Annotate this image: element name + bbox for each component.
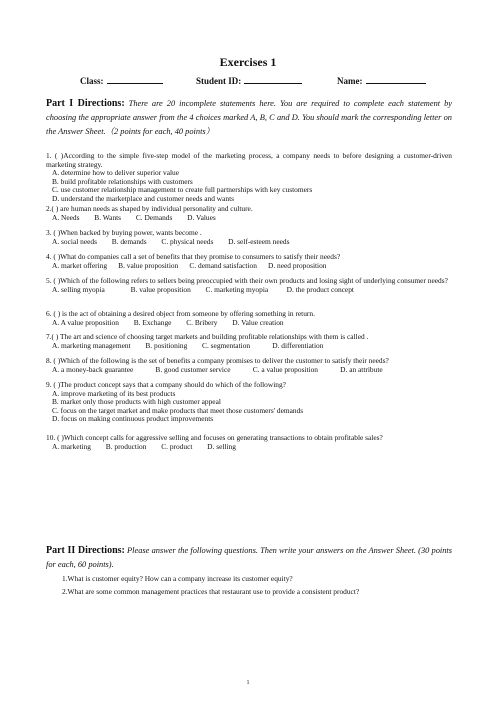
question-options-row: A. A value proposition B. Exchange C. Bribery D. Value creation bbox=[52, 317, 284, 327]
question-stem: 3. ( )When backed by buying power, wants become . bbox=[46, 228, 202, 237]
question-option: D. focus on making continuous product improvements bbox=[52, 414, 214, 424]
question-option: A. improve marketing of its best products bbox=[52, 388, 176, 398]
question-7 bbox=[46, 333, 452, 350]
question-2 bbox=[46, 205, 452, 222]
student-id-field bbox=[196, 74, 302, 86]
question-8 bbox=[46, 357, 452, 374]
question-stem: 7.( ) The art and science of choosing target markets and building profitable relationships with them is called . bbox=[46, 332, 369, 341]
part1-directions bbox=[46, 97, 452, 139]
question-6 bbox=[46, 310, 452, 327]
question-10 bbox=[46, 434, 452, 451]
name-blank bbox=[366, 74, 426, 84]
part1-label: Part I Directions: bbox=[46, 98, 125, 109]
question-options-row: A. selling myopia B. value proposition C. marketing myopia D. the product concept bbox=[52, 284, 354, 294]
part2-text: Please answer the following questions. Then write your answers on the Answer Sheet. (30 points for each, 60 points). bbox=[46, 546, 452, 569]
question-option: C. focus on the target market and make products that meet those customers' demands bbox=[52, 405, 304, 415]
question-stem: 10. ( )Which concept calls for aggressive selling and focuses on generating transactions to obtain profitable sales? bbox=[46, 433, 383, 442]
student-id-blank bbox=[244, 74, 302, 84]
essay-question-1: 1.What is customer equity? How can a company increase its customer equity? bbox=[62, 574, 293, 583]
student-id-label: Student ID: bbox=[196, 76, 242, 86]
question-option: A. determine how to deliver superior value bbox=[52, 168, 180, 178]
question-options-row: A. marketing B. production C. product D. selling bbox=[52, 441, 236, 451]
question-3 bbox=[46, 229, 452, 246]
question-stem: 4. ( )What do companies call a set of benefits that they promise to consumers to satisfy their needs? bbox=[46, 252, 341, 261]
essay-question-2: 2.What are some common management practices that restaurant use to provide a consistent product? bbox=[62, 587, 360, 596]
question-stem: 5. ( )Which of the following refers to sellers being preoccupied with their own products and losing sight of underlying consumer needs? bbox=[46, 276, 448, 285]
class-label: Class: bbox=[80, 76, 104, 86]
class-blank bbox=[107, 74, 163, 84]
class-field bbox=[80, 74, 163, 86]
name-label: Name: bbox=[337, 76, 363, 86]
question-stem: 2.( ) are human needs as shaped by individual personality and culture. bbox=[46, 204, 253, 213]
page-number: 1 bbox=[246, 680, 250, 686]
question-option: D. understand the marketplace and customer needs and wants bbox=[52, 193, 235, 203]
question-stem: 1. ( )According to the simple five-step model of the marketing process, a company needs to before designing a customer-driven marketing strategy. bbox=[46, 151, 452, 169]
question-stem: 8. ( )Which of the following is the set of benefits a company promises to deliver the customer to satisfy their needs? bbox=[46, 356, 389, 365]
question-option: B. build profitable relationships with customers bbox=[52, 176, 193, 186]
question-option: C. use customer relationship management to create full partnerships with key customers bbox=[52, 185, 313, 195]
question-options-row: A. marketing management B. positioning C. segmentation D. differentiation bbox=[52, 340, 324, 350]
question-options-row: A. a money-back guarantee B. good customer service C. a value proposition D. an attribute bbox=[52, 364, 383, 374]
question-options-row: A. market offering B. value proposition C. demand satisfaction D. need proposition bbox=[52, 260, 327, 270]
question-9 bbox=[46, 381, 452, 424]
question-5 bbox=[46, 277, 452, 294]
question-stem: 6. ( ) is the act of obtaining a desired object from someone by offering something in return. bbox=[46, 309, 315, 318]
question-4 bbox=[46, 253, 452, 270]
part1-text: There are 20 incomplete statements here. You are required to complete each statement by choosing the appropriate answer from the 4 choices marked A, B, C and D. You should mark the corresponding letter on the Answer Sheet.（2 points for each, 40 points） bbox=[46, 99, 453, 136]
question-options-row: A. social needs B. demands C. physical needs D. self-esteem needs bbox=[52, 236, 290, 246]
part2-directions bbox=[46, 544, 452, 572]
part2-label: Part II Directions: bbox=[46, 545, 125, 556]
question-options-row: A. Needs B. Wants C. Demands D. Values bbox=[52, 212, 216, 222]
question-option: B. market only those products with high customer appeal bbox=[52, 397, 221, 407]
page-title: Exercises 1 bbox=[219, 55, 277, 69]
name-field bbox=[337, 74, 426, 86]
question-stem: 9. ( )The product concept says that a company should do which of the following? bbox=[46, 380, 286, 389]
question-1 bbox=[46, 152, 452, 204]
